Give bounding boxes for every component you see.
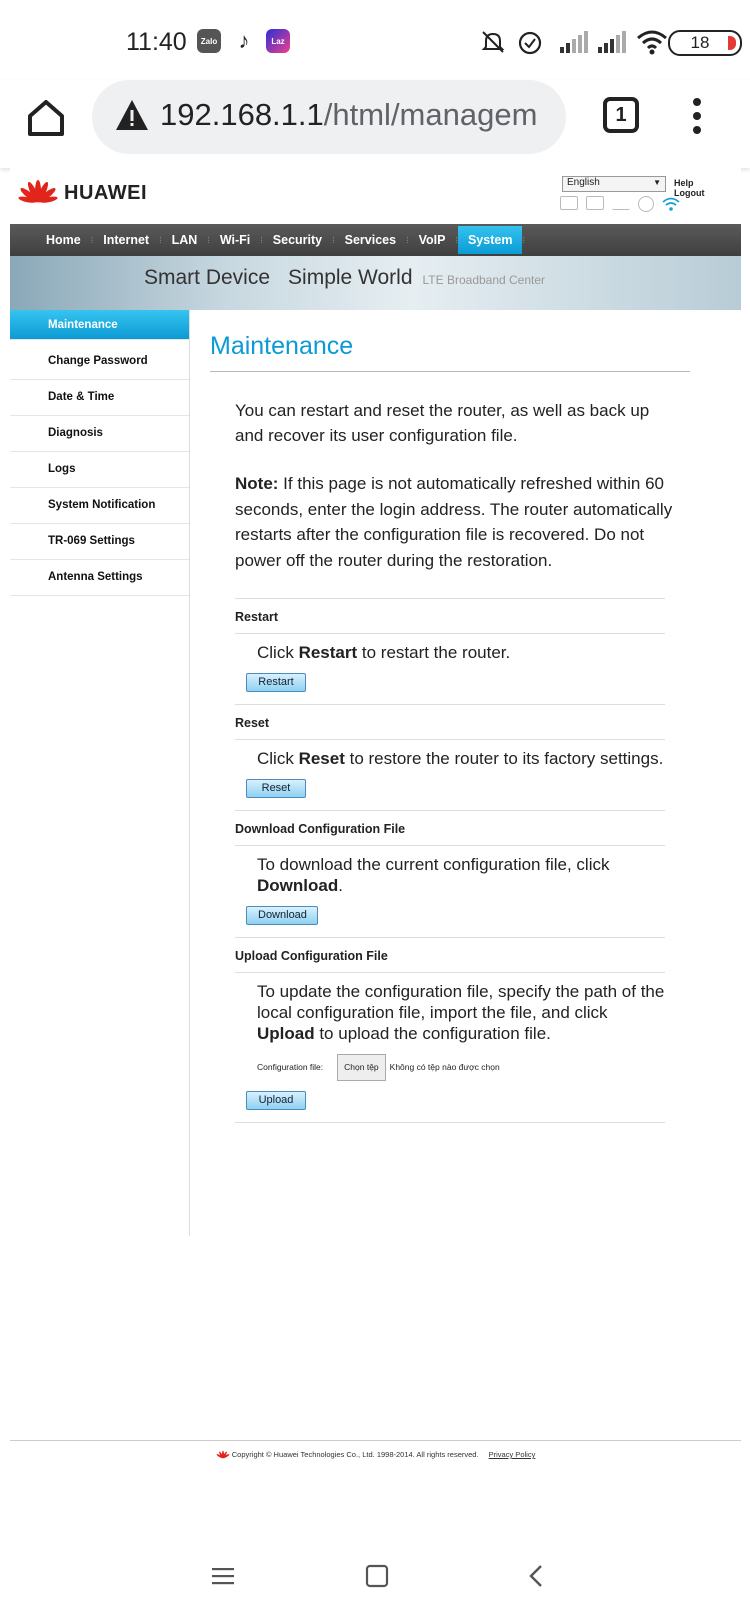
overflow-menu-button[interactable]: [690, 98, 704, 138]
router-wifi-icon: [662, 196, 680, 212]
sidebar-item-date-time[interactable]: Date & Time: [10, 380, 189, 416]
signal-bars-icon: [612, 196, 630, 210]
sidebar-item-tr069[interactable]: TR-069 Settings: [10, 524, 189, 560]
clock: 11:40: [126, 28, 187, 56]
alarm-icon: [516, 28, 544, 56]
sidebar-item-logs[interactable]: Logs: [10, 452, 189, 488]
home-nav-button[interactable]: [364, 1563, 390, 1589]
main-content: [210, 310, 690, 1123]
wifi-icon: [636, 29, 668, 55]
restart-button[interactable]: Restart: [246, 673, 306, 692]
choose-file-button[interactable]: Chọn tệp: [337, 1054, 386, 1081]
page-title: Maintenance: [210, 332, 690, 372]
nav-lan[interactable]: LAN: [171, 233, 198, 247]
huawei-footer-logo-icon: [216, 1450, 230, 1460]
main-nav: Home ⁞ Internet ⁞ LAN ⁞ Wi-Fi ⁞ Security ⁞ Services ⁞ VoIP ⁞ System ⁞: [10, 224, 741, 256]
reset-section: [235, 704, 665, 810]
privacy-policy-link[interactable]: Privacy Policy: [488, 1450, 536, 1459]
recents-button[interactable]: [210, 1563, 236, 1589]
tab-switcher-button[interactable]: 1: [603, 97, 639, 133]
nav-wifi[interactable]: Wi-Fi: [219, 233, 251, 247]
status-bar: [0, 0, 750, 80]
upload-description: To update the configuration file, specify the path of the local configuration file, import the file, and click Upload to upload the configuration file.: [257, 982, 665, 1043]
download-heading: Download Configuration File: [235, 810, 665, 846]
router-header: [10, 168, 741, 224]
browser-toolbar: [0, 80, 750, 168]
mail-icon: [560, 196, 578, 210]
sidebar-item-maintenance[interactable]: Maintenance: [10, 310, 189, 340]
sidebar-item-antenna[interactable]: Antenna Settings: [10, 560, 189, 596]
download-description: To download the current configuration file, click Download.: [257, 855, 610, 895]
warning-icon: [114, 98, 150, 132]
reset-heading: Reset: [235, 704, 665, 740]
sidebar: [10, 310, 190, 1236]
banner-slogan-2: Simple World: [288, 266, 413, 289]
banner-slogan-1: Smart Device: [144, 266, 271, 289]
restart-heading: Restart: [235, 598, 665, 634]
status-icons: [480, 28, 668, 56]
url-text: 192.168.1.1/html/managem: [160, 97, 538, 132]
signal-icon-2: [598, 31, 626, 53]
logout-link[interactable]: Logout: [674, 188, 705, 198]
system-nav-bar: [0, 1536, 750, 1624]
reset-description: Click Reset to restore the router to its factory settings.: [257, 749, 664, 768]
mute-icon: [480, 29, 506, 55]
back-button[interactable]: [526, 1563, 546, 1589]
router-status-icons: [560, 196, 680, 212]
sidebar-item-system-notification[interactable]: System Notification: [10, 488, 189, 524]
reset-button[interactable]: Reset: [246, 779, 306, 798]
tiktok-icon: ♪: [238, 28, 250, 53]
battery-indicator: 18: [668, 30, 742, 56]
sidebar-item-change-password[interactable]: Change Password: [10, 344, 189, 380]
nav-voip[interactable]: VoIP: [418, 233, 446, 247]
address-bar[interactable]: [92, 80, 566, 154]
sim-icon: [586, 196, 604, 210]
huawei-flower-icon: [18, 178, 58, 208]
banner: [10, 256, 741, 310]
banner-subtitle: LTE Broadband Center: [422, 273, 546, 287]
help-link[interactable]: Help: [674, 178, 694, 188]
restart-description: Click Restart to restart the router.: [257, 643, 511, 662]
signal-icon: [560, 31, 588, 53]
home-icon: [26, 96, 66, 140]
upload-button[interactable]: Upload: [246, 1091, 306, 1110]
nav-home[interactable]: Home: [46, 233, 81, 247]
file-picker: [257, 1054, 665, 1081]
note-text: Note: If this page is not automatically refreshed within 60 seconds, enter the login address. The router automatically restarts after the configuration file is recovered. Do not power off the router during the restoration.: [235, 474, 673, 570]
nav-services[interactable]: Services: [344, 233, 397, 247]
footer: [10, 1440, 741, 1460]
file-label: Configuration file:: [257, 1062, 324, 1072]
copyright-text: Copyright © Huawei Technologies Co., Ltd. 1998-2014. All rights reserved.: [231, 1450, 479, 1459]
upload-section: [235, 937, 665, 1123]
zalo-icon: Zalo: [197, 29, 221, 53]
intro-text: You can restart and reset the router, as well as back up and recover its user configuration file.: [235, 401, 650, 445]
no-file-text: Không có tệp nào được chọn: [389, 1062, 500, 1072]
huawei-logo: HUAWEI: [18, 178, 147, 208]
nav-security[interactable]: Security: [272, 233, 323, 247]
download-section: [235, 810, 665, 937]
download-button[interactable]: Download: [246, 906, 318, 925]
router-page: [10, 168, 741, 1508]
home-button[interactable]: [26, 96, 66, 140]
sidebar-item-diagnosis[interactable]: Diagnosis: [10, 416, 189, 452]
language-select[interactable]: English ▼: [562, 176, 666, 192]
nav-internet[interactable]: Internet: [103, 233, 150, 247]
lazada-icon: Laz: [266, 29, 290, 53]
globe-icon: [638, 196, 654, 212]
restart-section: [235, 598, 665, 704]
upload-heading: Upload Configuration File: [235, 937, 665, 973]
nav-system[interactable]: System: [458, 226, 522, 254]
